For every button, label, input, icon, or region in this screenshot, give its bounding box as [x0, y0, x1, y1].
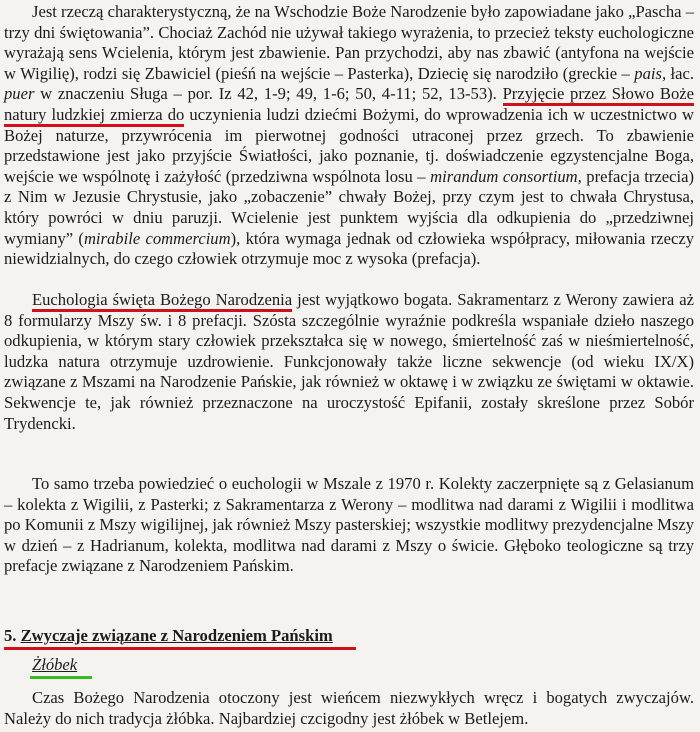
- italic-term-puer: puer: [4, 84, 35, 104]
- subsection-heading: Żłóbek: [32, 655, 78, 674]
- paragraph-euchology: [4, 290, 694, 434]
- text-run: Czas Bożego Narodzenia otoczony jest wieńcem niezwykłych wręcz i bogatych zwyczajów. Należy do nich tradycja żłóbka. Najbardziej czcigodny jest żłóbek w Betlejem.: [4, 688, 694, 728]
- paragraph-customs: [4, 688, 694, 729]
- text-run: jest wyjątkowo bogata. Sakramentarz z Werony zawiera aż 8 formularzy Mszy św. i 8 prefacji. Szósta szczególnie wyraźnie podkreśla wspaniałe dzieło naszego odkupienia, w którym stary człowiek przekształca się w nowego, śmiertelność zaś w nieśmiertelność, ludzka natura otrzymuje uzdrowienie. Funkcjonowały także liczne sekwencje (od wieku IX/X) związane z Mszami na Narodzenie Pańskie, jak również w oktawę i w związku ze świętami w oktawie. Sekwencje te, jak również przeznaczone na uroczystość Epifanii, zostały skreślone przez Sobór Trydencki.: [4, 290, 694, 433]
- text-run: Jest rzeczą charakterystyczną, że na Wschodzie Boże Narodzenie było zapowiadane jako „Pascha – trzy dni świętowania”. Chociaż Zachód nie używał takiego wyrażenia, to przecież teksty euchologiczne wyrażają sens Wcielenia, którym jest zbawienie. Pan przychodzi, aby nas zbawić (antyfona na wejście w Wigilię), rodzi się Zbawiciel (pieśń na wejście – Pasterka), Dziecię się narodziło (greckie –: [4, 2, 694, 83]
- section-heading: [4, 626, 333, 647]
- section-title: Zwyczaje związane z Narodzeniem Pańskim: [20, 626, 333, 645]
- highlighted-phrase-euchology: Euchologia święta Bożego Narodzenia: [32, 290, 292, 312]
- text-run: w znaczeniu Sługa – por. Iz 42, 1-9; 49, 1-6; 50, 4-11; 52, 13-53).: [34, 84, 503, 104]
- text-run: uczynienia ludzi dziećmi Bożymi, do wprowadzenia ich w uczestnictwo w Bożej naturze, przywrócenia im pierwotnej godności utraconej przez grzech. To zbawienie przedstawione jest jako przyjście Światłości, jako poznanie, tj. doświadczenie egzystencjalne Boga, wejście we wspólnotę i zażyłość (przedziwna wspólnota losu –: [4, 104, 694, 186]
- paragraph-missal-1970: [4, 474, 694, 577]
- text-run: To samo trzeba powiedzieć o euchologii w Mszale z 1970 r. Kolekty zaczerpnięte są z Gelasianum – kolekta z Wigilii, z Pasterki; z Sakramentarza z Werony – modlitwa nad darami z Wigilii i modlitwa po Komunii z Mszy wigilijnej, jak również Mszy pasterskiej; wszystkie modlitwy prezydencjalne Mszy w dzień – z Hadrianum, kolekta, modlitwa nad darami z Mszy o świcie. Głęboko teologiczne są trzy prefacje związane z Narodzeniem Pańskim.: [4, 474, 694, 576]
- green-underline-marker: [30, 676, 92, 679]
- text-run: ), która wymaga jednak od człowieka współpracy, miłowania rzeczy niewidzialnych, do czego człowiek otrzymuje moc z wysoka (prefacja).: [4, 228, 694, 269]
- italic-term-mirabile-commercium: mirabile commercium: [83, 228, 231, 248]
- section-number: 5.: [4, 626, 17, 645]
- red-underline-marker: [4, 647, 356, 650]
- italic-term-mirandum-consortium: mirandum consortium,: [430, 166, 582, 186]
- text-run: prefacja trzecia) z Nim w Jezusie Chrystusie, jako „zobaczenie” chwały Bożej, przy czym jest to chwała Chrystusa, który powróci w dniu paruzji. Wcielenie jest punktem wyjścia dla odkupienia do „przedziwnej wymiany” (: [4, 166, 694, 248]
- paragraph-incarnation: [4, 2, 694, 270]
- text-run: łac.: [666, 63, 695, 83]
- italic-term-pais: pais,: [634, 63, 667, 83]
- highlighted-phrase-incarnation: Przyjęcie przez Słowo Boże natury ludzkiej zmierza do: [4, 84, 694, 127]
